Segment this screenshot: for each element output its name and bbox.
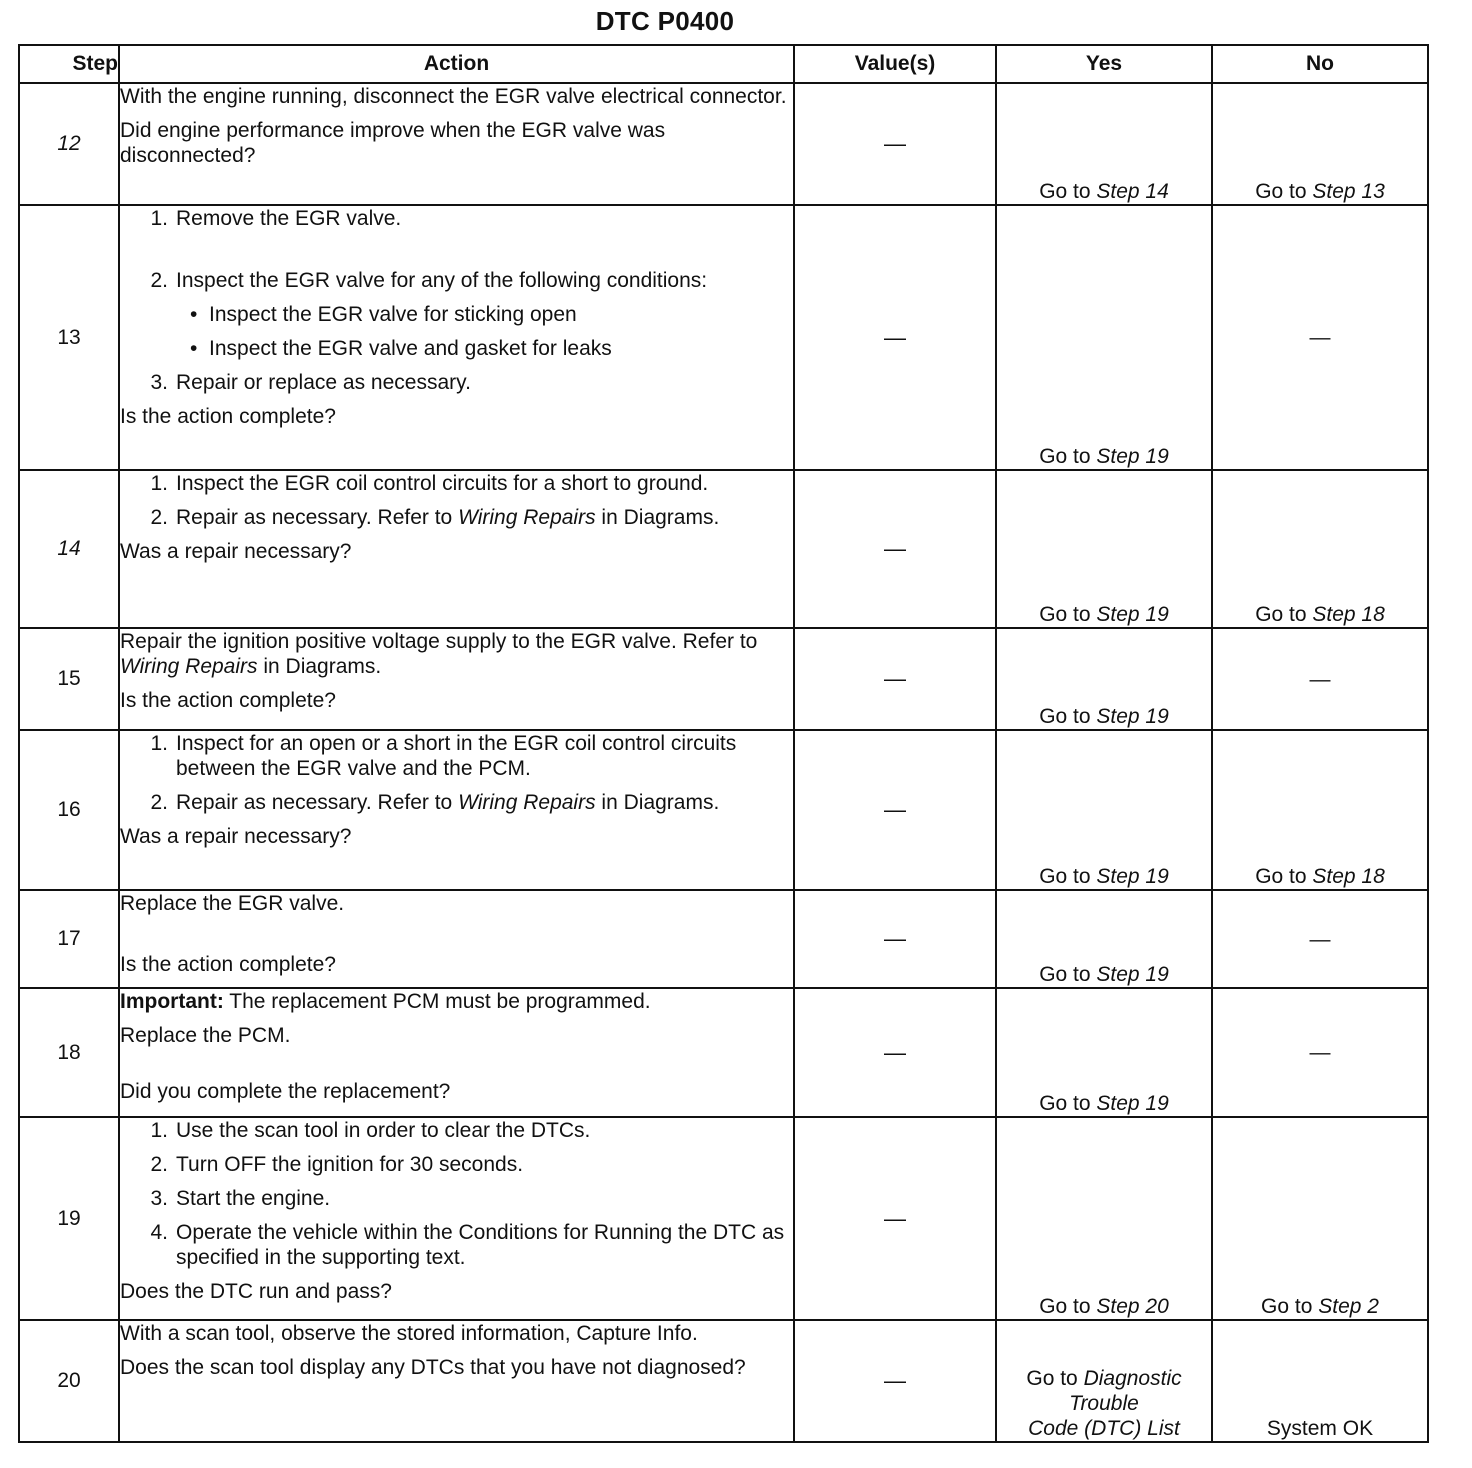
action-cell (119, 205, 794, 470)
action-question: Is the action complete? (120, 405, 336, 428)
item-number: 4. (150, 1221, 168, 1244)
yes-cell (996, 628, 1212, 730)
table-row-step-16 (19, 730, 1428, 890)
yes-prefix: Go to (1039, 180, 1097, 203)
action-item (120, 1186, 793, 1211)
yes-cell (996, 205, 1212, 470)
no-prefix: Go to (1255, 603, 1313, 626)
yes-step-link[interactable]: Step 14 (1096, 180, 1169, 203)
yes-cell (996, 470, 1212, 628)
yes-cell (996, 1320, 1212, 1442)
document-title: DTC P0400 (595, 6, 735, 36)
value-cell: — (794, 628, 996, 730)
step-number: 16 (19, 730, 119, 890)
no-cell: System OK (1212, 1320, 1428, 1442)
item-text: Start the engine. (176, 1187, 331, 1210)
action-question: Did engine performance improve when the EGR valve was disconnected? (120, 119, 666, 167)
header-values: Value(s) (794, 45, 996, 83)
yes-prefix: Go to (1039, 603, 1097, 626)
action-question: Does the DTC run and pass? (120, 1280, 392, 1303)
dtc-link-line2: Trouble (1069, 1392, 1139, 1415)
important-label: Important: (120, 990, 224, 1013)
table-row-step-17 (19, 890, 1428, 988)
table-row-step-19 (19, 1117, 1428, 1320)
action-cell (119, 890, 794, 988)
bullet-item (120, 336, 793, 361)
no-step-link[interactable]: Step 18 (1312, 603, 1385, 626)
action-text-post: in Diagrams. (257, 655, 382, 678)
no-prefix: Go to (1255, 180, 1313, 203)
item-text: Repair or replace as necessary. (176, 371, 471, 394)
action-cell (119, 730, 794, 890)
action-cell (119, 1117, 794, 1320)
diagnostic-table (18, 44, 1429, 1443)
yes-step-link[interactable]: Step 19 (1096, 603, 1169, 626)
no-cell (1212, 730, 1428, 890)
no-step-link[interactable]: Step 13 (1312, 180, 1385, 203)
no-cell: — (1212, 628, 1428, 730)
yes-cell (996, 1117, 1212, 1320)
yes-step-link[interactable]: Step 19 (1096, 445, 1169, 468)
yes-prefix: Go to (1039, 1295, 1097, 1318)
action-text: Replace the PCM. (120, 1024, 291, 1047)
item-text-pre: Repair as necessary. Refer to (176, 791, 459, 814)
action-cell (119, 988, 794, 1117)
action-cell (119, 628, 794, 730)
no-cell: — (1212, 205, 1428, 470)
value-cell: — (794, 83, 996, 205)
action-text (120, 629, 793, 679)
step-number: 18 (19, 988, 119, 1117)
action-item (120, 471, 793, 496)
step-number: 20 (19, 1320, 119, 1442)
dtc-link-line3: Code (DTC) List (1028, 1417, 1180, 1440)
important-text: The replacement PCM must be programmed. (223, 990, 651, 1013)
value-cell: — (794, 890, 996, 988)
bullet-item (120, 302, 793, 327)
item-text: Use the scan tool in order to clear the DTCs. (176, 1119, 591, 1142)
no-cell (1212, 83, 1428, 205)
wiring-repairs-link[interactable]: Wiring Repairs (120, 655, 258, 678)
yes-cell (996, 730, 1212, 890)
yes-prefix: Go to (1026, 1367, 1084, 1390)
no-cell: — (1212, 890, 1428, 988)
item-number: 1. (150, 732, 168, 755)
header-row (19, 45, 1428, 83)
action-question: Was a repair necessary? (120, 540, 352, 563)
dtc-link-line1: Diagnostic (1083, 1367, 1182, 1390)
table-row-step-13 (19, 205, 1428, 470)
bullet-icon: • (190, 337, 210, 360)
yes-step-link[interactable]: Step 20 (1096, 1295, 1169, 1318)
value-cell: — (794, 470, 996, 628)
yes-prefix: Go to (1039, 445, 1097, 468)
value-cell: — (794, 1117, 996, 1320)
yes-step-link[interactable]: Step 19 (1096, 705, 1169, 728)
no-prefix: Go to (1255, 865, 1313, 888)
item-text: Turn OFF the ignition for 30 seconds. (176, 1153, 524, 1176)
important-note (120, 989, 793, 1014)
action-cell (119, 1320, 794, 1442)
yes-cell (996, 890, 1212, 988)
table-row-step-14 (19, 470, 1428, 628)
yes-step-link[interactable]: Step 19 (1096, 865, 1169, 888)
action-item (120, 370, 793, 395)
item-number: 2. (150, 791, 168, 814)
table-row-step-12 (19, 83, 1428, 205)
item-number: 1. (150, 1119, 168, 1142)
step-number: 14 (19, 470, 119, 628)
action-cell (119, 470, 794, 628)
item-text: Inspect for an open or a short in the EGR coil control circuits between the EGR valve and the PCM. (176, 732, 737, 780)
item-text: Inspect the EGR valve for any of the following conditions: (176, 269, 708, 292)
item-number: 3. (150, 1187, 168, 1210)
action-text: With a scan tool, observe the stored information, Capture Info. (120, 1322, 698, 1345)
action-item (120, 206, 793, 231)
action-item (120, 1152, 793, 1177)
header-yes: Yes (996, 45, 1212, 83)
action-cell (119, 83, 794, 205)
step-number: 15 (19, 628, 119, 730)
table-row-step-15 (19, 628, 1428, 730)
item-text: Remove the EGR valve. (176, 207, 402, 230)
bullet-text: Inspect the EGR valve for sticking open (209, 303, 577, 326)
action-question: Does the scan tool display any DTCs that you have not diagnosed? (120, 1356, 746, 1379)
action-item (120, 731, 793, 781)
no-step-link[interactable]: Step 2 (1318, 1295, 1379, 1318)
yes-cell (996, 83, 1212, 205)
yes-prefix: Go to (1039, 865, 1097, 888)
item-number: 3. (150, 371, 168, 394)
wiring-repairs-link[interactable]: Wiring Repairs (458, 506, 596, 529)
item-number: 2. (150, 1153, 168, 1176)
no-step-link[interactable]: Step 18 (1312, 865, 1385, 888)
action-question: Was a repair necessary? (120, 825, 352, 848)
action-text: With the engine running, disconnect the EGR valve electrical connector. (120, 85, 787, 108)
action-item (120, 505, 793, 530)
item-text-post: in Diagrams. (595, 791, 720, 814)
item-number: 2. (150, 506, 168, 529)
header-step: Step (19, 45, 119, 83)
action-question: Is the action complete? (120, 689, 336, 712)
no-cell (1212, 470, 1428, 628)
item-number: 1. (150, 207, 168, 230)
yes-prefix: Go to (1039, 705, 1097, 728)
action-item (120, 790, 793, 815)
step-number: 13 (19, 205, 119, 470)
action-text-pre: Repair the ignition positive voltage supply to the EGR valve. Refer to (120, 630, 758, 653)
bullet-icon: • (190, 303, 210, 326)
bullet-text: Inspect the EGR valve and gasket for leaks (209, 337, 612, 360)
item-text: Inspect the EGR coil control circuits for a short to ground. (176, 472, 709, 495)
item-text-post: in Diagrams. (595, 506, 720, 529)
yes-prefix: Go to (1039, 963, 1097, 986)
value-cell: — (794, 988, 996, 1117)
value-cell: — (794, 1320, 996, 1442)
step-number: 19 (19, 1117, 119, 1320)
step-number: 17 (19, 890, 119, 988)
table-row-step-20 (19, 1320, 1428, 1442)
action-text: Replace the EGR valve. (120, 892, 345, 915)
header-no: No (1212, 45, 1428, 83)
value-cell: — (794, 205, 996, 470)
item-number: 1. (150, 472, 168, 495)
action-question: Did you complete the replacement? (120, 1080, 451, 1103)
yes-prefix: Go to (1039, 1092, 1097, 1115)
wiring-repairs-link[interactable]: Wiring Repairs (458, 791, 596, 814)
header-action: Action (119, 45, 794, 83)
item-text: Operate the vehicle within the Conditions for Running the DTC as specified in the supporting text. (176, 1221, 785, 1269)
no-cell (1212, 1117, 1428, 1320)
step-number: 12 (19, 83, 119, 205)
no-prefix: Go to (1261, 1295, 1319, 1318)
action-question: Is the action complete? (120, 953, 336, 976)
action-item (120, 1118, 793, 1143)
yes-cell (996, 988, 1212, 1117)
no-cell: — (1212, 988, 1428, 1117)
yes-step-link[interactable]: Step 19 (1096, 963, 1169, 986)
dtc-list-link[interactable] (997, 1366, 1211, 1441)
item-number: 2. (150, 269, 168, 292)
item-text-pre: Repair as necessary. Refer to (176, 506, 459, 529)
action-item (120, 268, 793, 293)
yes-step-link[interactable]: Step 19 (1096, 1092, 1169, 1115)
table-row-step-18 (19, 988, 1428, 1117)
action-item (120, 1220, 793, 1270)
value-cell: — (794, 730, 996, 890)
